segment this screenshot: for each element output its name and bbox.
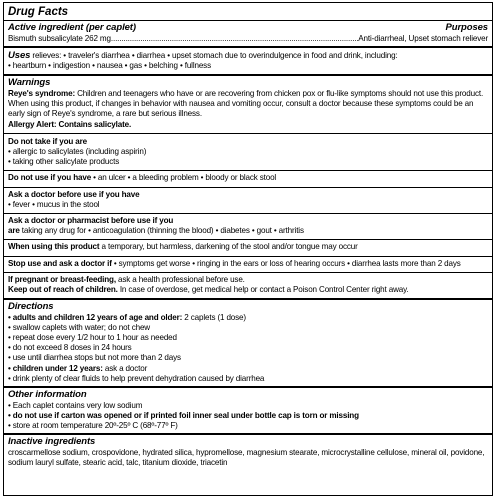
ask-doctor-section [4, 187, 492, 213]
ask-pharmacist-header: Ask a doctor or pharmacist before use if you [8, 215, 174, 225]
warnings-section [4, 74, 492, 132]
when-using-text: a temporary, but harmless, darkening of the stool and/or tongue may occur [99, 242, 358, 252]
do-not-take-header: Do not take if you are [8, 136, 88, 146]
uses-header: Uses [8, 49, 31, 61]
do-not-use-section [4, 170, 492, 186]
when-using-section [4, 239, 492, 255]
active-header-row [8, 22, 488, 34]
active-ingredient-name: Bismuth subsalicylate 262 mg [8, 33, 111, 43]
uses-line-2: • heartburn • indigestion • nausea • gas • belching • fullness [8, 61, 211, 71]
inactive-ingredients-header: Inactive ingredients [8, 436, 96, 448]
active-ingredient-row [8, 34, 488, 44]
inactive-ingredients-line-2: sodium lauryl sulfate, stearic acid, talc, titanium dioxide, triacetin [8, 457, 228, 467]
directions-adults-text: 2 caplets (1 dose) [182, 312, 246, 322]
directions-section [4, 298, 492, 386]
keep-out-header: Keep out of reach of children. [8, 284, 118, 294]
directions-item: • repeat dose every 1/2 hour to 1 hour as needed [8, 333, 177, 343]
active-ingredient-section [4, 20, 492, 46]
pregnant-text: ask a health professional before use. [115, 274, 245, 284]
directions-children-text: ask a doctor [102, 363, 148, 373]
do-not-use-header: Do not use if you have [8, 173, 92, 183]
reyes-label: Reye's syndrome: [8, 88, 76, 98]
directions-children-label: • children under 12 years: [8, 363, 103, 373]
active-ingredient-purpose: Anti-diarrheal, Upset stomach reliever [358, 33, 488, 43]
reyes-text-1: Children and teenagers who have or are recovering from chicken pox or flu-like symptoms should not use this product. [75, 88, 484, 98]
do-not-take-item-1: • allergic to salicylates (including aspirin) [8, 146, 147, 156]
directions-item: • swallow caplets with water; do not chew [8, 322, 150, 332]
do-not-use-items: • an ulcer • a bleeding problem • bloody or black stool [91, 173, 277, 183]
directions-item: • drink plenty of clear fluids to help prevent dehydration caused by diarrhea [8, 373, 265, 383]
inactive-ingredients-section [4, 433, 492, 470]
directions-item: • do not exceed 8 doses in 24 hours [8, 343, 132, 353]
directions-item: • use until diarrhea stops but not more than 2 days [8, 353, 181, 363]
reyes-text-3: early sign of Reye's syndrome, a rare but serious illness. [8, 109, 202, 119]
page-title: Drug Facts [8, 6, 69, 18]
directions-header: Directions [8, 301, 54, 313]
stop-use-section [4, 256, 492, 272]
reyes-text-2: When using this product, if changes in behavior with nausea and vomiting occur, consult a doctor because these symptoms could be an [8, 99, 474, 109]
ask-doctor-items: • fever • mucus in the stool [8, 199, 100, 209]
ask-doctor-header: Ask a doctor before use if you have [8, 189, 140, 199]
when-using-header: When using this product [8, 242, 100, 252]
uses-line-1: relieves: • traveler's diarrhea • diarrhea • upset stomach due to overindulgence in food and drink, including: [30, 50, 398, 60]
warnings-header: Warnings [8, 77, 51, 89]
other-info-item: • Each caplet contains very low sodium [8, 400, 143, 410]
title-section [4, 3, 492, 20]
purposes-header: Purposes [445, 22, 488, 33]
ask-pharmacist-text: taking any drug for • anticoagulation (thinning the blood) • diabetes • gout • arthritis [19, 226, 304, 236]
drug-facts-panel [3, 2, 493, 496]
dot-leader [111, 34, 358, 44]
other-information-section [4, 386, 492, 433]
stop-use-header: Stop use and ask a doctor if [8, 258, 112, 268]
uses-section [4, 46, 492, 75]
directions-adults-label: • adults and children 12 years of age and older: [8, 312, 183, 322]
active-ingredient-header: Active ingredient (per caplet) [8, 22, 136, 33]
pregnant-header: If pregnant or breast-feeding, [8, 274, 116, 284]
keep-out-text: In case of overdose, get medical help or contact a Poison Control Center right away. [117, 284, 409, 294]
pregnancy-section [4, 272, 492, 298]
ask-pharmacist-lead: are [8, 226, 20, 236]
other-information-header: Other information [8, 389, 87, 401]
do-not-take-section [4, 133, 492, 171]
other-info-item: • do not use if carton was opened or if printed foil inner seal under bottle cap is torn or missing [8, 410, 359, 420]
stop-use-text: • symptoms get worse • ringing in the ears or loss of hearing occurs • diarrhea lasts more than 2 days [111, 258, 461, 268]
allergy-alert: Allergy Alert: Contains salicylate. [8, 119, 132, 129]
ask-pharmacist-section [4, 213, 492, 239]
other-info-item: • store at room temperature 20º-25º C (68º-77º F) [8, 420, 178, 430]
do-not-take-item-2: • taking other salicylate products [8, 157, 120, 167]
inactive-ingredients-line-1: croscarmellose sodium, crospovidone, hydrated silica, hypromellose, magnesium stearate, microcrystalline cellulose, mineral oil, povidone, [8, 447, 485, 457]
